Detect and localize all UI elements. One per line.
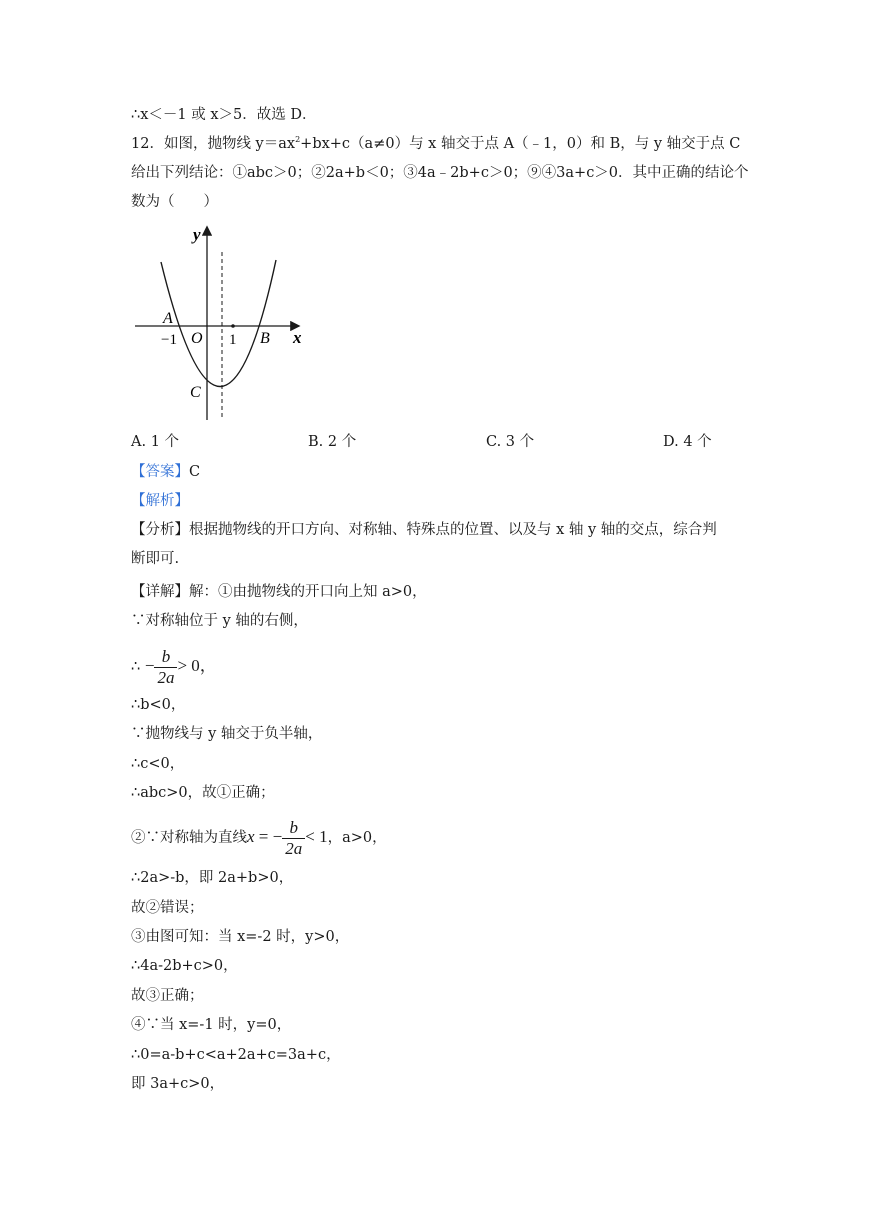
- detail-line5: ∵抛物线与 y 轴交于负半轴，: [131, 726, 323, 742]
- detail-line13: 故③正确；: [131, 988, 204, 1004]
- equals-minus: = −: [254, 827, 283, 846]
- q12-superscript: 2: [295, 135, 301, 144]
- minus-one-label: −1: [161, 332, 177, 348]
- fraction-comparison: > 0，: [177, 656, 217, 675]
- fraction-b-over-2a: [154, 647, 177, 688]
- analysis-tag-text: 【解析】: [131, 493, 189, 509]
- var-x: x: [247, 827, 255, 846]
- answer-line: [131, 462, 200, 482]
- fraction-denominator-2: 2a: [285, 838, 303, 858]
- detail-line16: 即 3a+c>0，: [131, 1076, 225, 1092]
- detail-line7: ∴abc>0，故①正确；: [131, 785, 275, 801]
- detail-line4: ∴b<0，: [131, 697, 186, 713]
- therefore-symbol: ∴: [131, 659, 141, 675]
- option-a: A. 1 个: [131, 434, 180, 450]
- detail-line3-fraction: [131, 644, 217, 689]
- parabola-figure: [130, 222, 310, 427]
- detail-line10: 故②错误；: [131, 900, 204, 916]
- option-b: B. 2 个: [308, 434, 357, 450]
- option-d: D. 4 个: [663, 434, 712, 450]
- symmetry-line-text: ②∵对称轴为直线: [131, 830, 247, 846]
- point-C-label: C: [190, 384, 201, 401]
- detail-line11: ③由图可知：当 x=-2 时，y>0，: [131, 929, 350, 945]
- question-12-line3: 数为（ ）: [131, 194, 218, 210]
- question-12-line2: 给出下列结论：①abc＞0；②2a+b＜0；③4a﹣2b+c＞0；⑨④3a+c＞0．其中正确的结论个: [131, 165, 749, 181]
- detail-line8-fraction: [131, 815, 387, 860]
- fraction-denominator: 2a: [157, 667, 175, 687]
- detail-line12: ∴4a-2b+c>0，: [131, 958, 238, 974]
- detail-line1: [131, 582, 427, 602]
- parabola-curve: [161, 260, 276, 387]
- minus-sign: −: [144, 656, 155, 675]
- analysis-tag: [131, 491, 189, 511]
- a-positive-text: ，a>0，: [327, 830, 387, 846]
- origin-label: O: [191, 330, 203, 347]
- answer-value: C: [189, 464, 201, 480]
- fenxi-text: 根据抛物线的开口方向、对称轴、特殊点的位置、以及与 x 轴 y 轴的交点，综合判: [189, 522, 717, 538]
- fenxi-tag: 【分析】: [131, 522, 189, 538]
- y-axis-label: y: [193, 225, 201, 244]
- question-12-line1: [131, 134, 740, 154]
- q12-part-a: 12．如图，抛物线 y＝ax: [131, 136, 296, 152]
- x-axis-label: x: [293, 328, 302, 347]
- answer-tag: 【答案】: [131, 464, 189, 480]
- detail-text-1: 解：①由抛物线的开口向上知 a>0，: [189, 584, 427, 600]
- text-line-conclusion: ∴x＜－1 或 x＞5．故选 D．: [131, 107, 317, 123]
- tick-point-one: [231, 324, 235, 328]
- detail-tag: 【详解】: [131, 584, 189, 600]
- detail-line2: ∵对称轴位于 y 轴的右侧，: [131, 613, 308, 629]
- fraction-b-over-2a-2: [282, 818, 305, 859]
- less-than-one: < 1: [305, 827, 328, 846]
- detail-line6: ∴c<0，: [131, 756, 185, 772]
- fenxi-line1: [131, 520, 717, 540]
- fenxi-line2: 断即可.: [131, 551, 180, 567]
- point-A-label: A: [163, 310, 173, 327]
- detail-line15: ∴0=a-b+c<a+2a+c=3a+c，: [131, 1047, 341, 1063]
- detail-line14: ④∵当 x=-1 时，y=0，: [131, 1017, 292, 1033]
- q12-part-b: +bx+c（a≠0）与 x 轴交于点 A（﹣1，0）和 B，与 y 轴交于点 C: [300, 136, 741, 152]
- point-B-label: B: [260, 330, 270, 347]
- option-c: C. 3 个: [486, 434, 535, 450]
- one-label: 1: [229, 332, 237, 348]
- fraction-numerator: b: [154, 647, 177, 668]
- detail-line9: ∴2a>-b，即 2a+b>0，: [131, 870, 294, 886]
- fraction-numerator-2: b: [282, 818, 305, 839]
